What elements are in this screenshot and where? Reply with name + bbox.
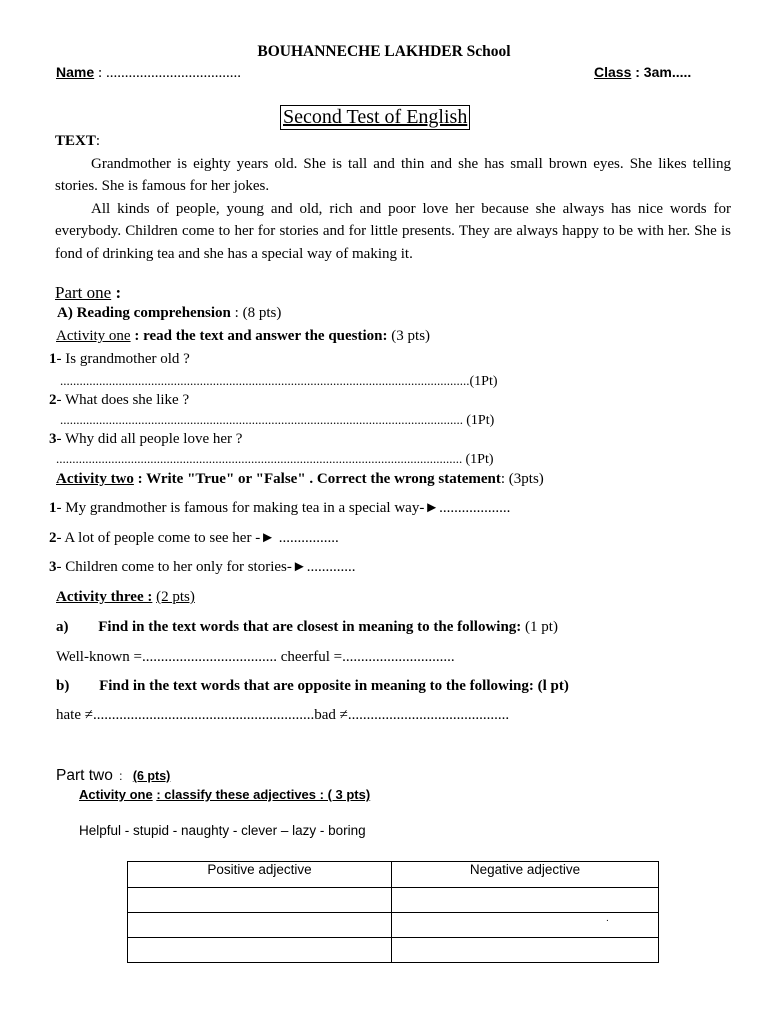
positive-header: Positive adjective (128, 862, 392, 888)
answer-line-1[interactable]: ..............................................................................................................................(1Pt) (60, 373, 498, 389)
text-paragraph-2: All kinds of people, young and old, rich and poor love her because she always has nice words for everybody. Children come to her for stories and for little presents. They are always happy to be with her. She is fond of drinking tea and she has a special way of making it. (55, 200, 731, 262)
activity-three-b (56, 678, 569, 695)
question-1 (49, 351, 190, 368)
activity-one-instruction: : read the text and answer the question: (134, 328, 388, 344)
item-b-points: (l pt) (537, 678, 569, 694)
activity-three-points: (2 pts) (156, 589, 195, 605)
page-title: Second Test of English (280, 105, 470, 130)
table-cell-positive[interactable] (128, 938, 392, 963)
item-a-instruction: Find in the text words that are closest in meaning to the following: (98, 619, 522, 635)
table-cell-negative[interactable] (392, 888, 659, 913)
question-text: - Why did all people love her ? (56, 431, 243, 447)
negative-header: Negative adjective (392, 862, 659, 888)
table-header-row (128, 862, 659, 888)
part-two-heading: Part two : (6 pts) (56, 767, 171, 784)
item-a-points: (1 pt) (525, 619, 558, 635)
statement-3: 3- Children come to her only for stories-►............. (49, 559, 356, 575)
table-cell-negative[interactable] (392, 913, 659, 938)
activity-two-points: : (3pts) (500, 471, 544, 487)
part-two-points: (6 pts) (132, 769, 171, 783)
question-number: 2 (49, 392, 57, 408)
part-one-title: Part one (55, 283, 112, 302)
item-a-label: a) (56, 619, 69, 635)
activity-two-heading (56, 471, 544, 488)
table-row (128, 888, 659, 913)
opposites-line[interactable]: hate ≠...........................................................bad ≠........................................... (56, 707, 510, 723)
table-cell-positive[interactable] (128, 913, 392, 938)
part-one-heading: Part one : (55, 283, 122, 302)
class-value: : 3am..... (635, 64, 692, 80)
question-text: - Is grandmother old ? (56, 351, 190, 367)
part-two-activity-instruction: : classify these adjectives : ( 3 pts) (156, 787, 371, 802)
adjective-table (127, 861, 659, 963)
stray-mark: . (606, 913, 609, 924)
section-a-heading (57, 305, 281, 322)
statement-2: 2- A lot of people come to see her -► ................ (49, 530, 339, 546)
activity-one-heading (56, 328, 430, 345)
reading-text: TEXT: Grandmother is eighty years old. She is tall and thin and she has small brown eyes. She likes telling stories. She is famous for her jokes. All kinds of people, young and old, rich and poor love her because she always has nice words for everybody. Children come to her for stories and for little presents. They are always happy to be with her. She is fond of drinking tea and she has a special way of making it. (55, 130, 731, 265)
name-field (56, 64, 241, 82)
activity-one-label: Activity one (56, 328, 131, 344)
question-number: 1 (49, 351, 57, 367)
name-dots: : .................................... (98, 65, 241, 81)
adjective-list: Helpful - stupid - naughty - clever – lazy - boring (79, 823, 366, 838)
question-2 (49, 392, 189, 409)
activity-one-points: (3 pts) (391, 328, 431, 344)
name-label: Name (56, 64, 95, 80)
activity-two-label: Activity two (56, 471, 134, 487)
table-cell-negative[interactable] (392, 938, 659, 963)
text-paragraph-1: Grandmother is eighty years old. She is tall and thin and she has small brown eyes. She likes telling stories. She is famous for her jokes. (55, 155, 731, 194)
table-row (128, 938, 659, 963)
statement-1: 1- My grandmother is famous for making tea in a special way-►................... (49, 500, 511, 516)
question-number: 3 (49, 431, 57, 447)
question-text: - What does she like ? (56, 392, 190, 408)
table-row (128, 913, 659, 938)
class-label: Class (594, 64, 632, 80)
activity-three-a (56, 619, 558, 636)
answer-line-3[interactable]: ............................................................................................................................. (1Pt) (56, 451, 494, 467)
synonyms-line[interactable]: Well-known =.................................... cheerful =.............................. (56, 649, 455, 665)
activity-three-label: Activity three : (56, 589, 153, 605)
table-cell-positive[interactable] (128, 888, 392, 913)
item-b-label: b) (56, 678, 70, 694)
section-a-points: : (8 pts) (234, 305, 282, 321)
school-name: BOUHANNECHE LAKHDER School (257, 43, 511, 60)
text-label: TEXT (55, 133, 96, 149)
part-two-activity-label: Activity one (79, 787, 153, 802)
section-a-title: A) Reading comprehension (57, 305, 231, 321)
part-two-activity-heading (79, 787, 370, 802)
part-two-title: Part two (56, 767, 113, 784)
activity-two-instruction: : Write "True" or "False" . Correct the wrong statement (137, 471, 501, 487)
activity-three-heading (56, 589, 195, 606)
class-field (594, 64, 691, 80)
question-3 (49, 431, 242, 448)
answer-line-2[interactable]: ............................................................................................................................ (1Pt) (60, 412, 495, 428)
item-b-instruction: Find in the text words that are opposite in meaning to the following: (99, 678, 534, 694)
